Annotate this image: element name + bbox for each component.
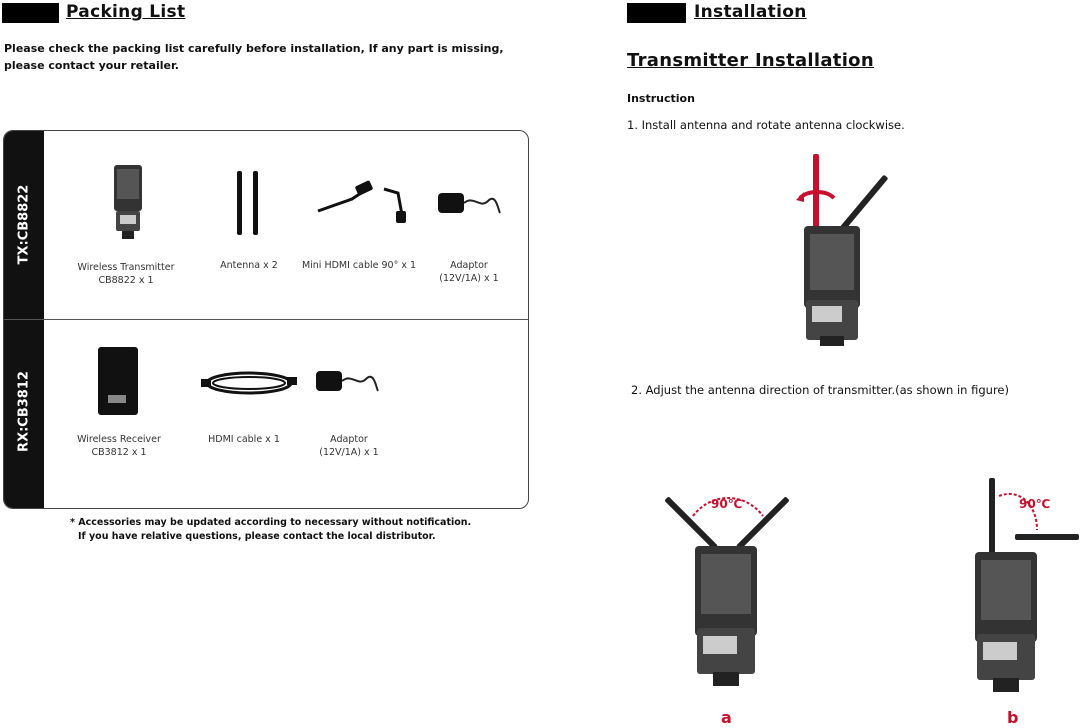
figure-b-label: b bbox=[1007, 708, 1019, 727]
tx-item-1-caption: Wireless Transmitter CB8822 x 1 bbox=[77, 262, 175, 286]
rx-side-block bbox=[4, 320, 44, 508]
packing-intro: Please check the packing list carefully before installation, If any part is missing, please contact your retailer. bbox=[4, 42, 504, 72]
packing-list-title: Packing List bbox=[66, 2, 186, 22]
accessories-note-line1: * Accessories may be updated according to necessary without notification. bbox=[70, 517, 472, 528]
header-bar-right bbox=[627, 3, 686, 23]
instruction-heading: Instruction bbox=[627, 92, 695, 105]
antenna-image bbox=[229, 169, 269, 239]
rx-side-label: RX:CB3812 bbox=[16, 371, 32, 452]
tx-item-4-caption: Adaptor (12V/1A) x 1 bbox=[439, 260, 499, 284]
figure-a-transmitter bbox=[663, 488, 793, 698]
receiver-image bbox=[94, 343, 144, 419]
step-1-text: 1. Install antenna and rotate antenna clockwise. bbox=[627, 118, 905, 132]
tx-item-3-caption: Mini HDMI cable 90° x 1 bbox=[301, 260, 417, 271]
header-bar-left bbox=[2, 3, 59, 23]
step-2-text: 2. Adjust the antenna direction of transmitter.(as shown in figure) bbox=[631, 383, 1009, 397]
transmitter-installation-subtitle: Transmitter Installation bbox=[627, 50, 874, 71]
panel-divider bbox=[4, 319, 528, 320]
installation-title: Installation bbox=[694, 2, 807, 22]
transmitter-image bbox=[104, 161, 152, 241]
rx-item-2-caption: HDMI cable x 1 bbox=[208, 434, 280, 445]
tx-item-2-caption: Antenna x 2 bbox=[220, 260, 278, 271]
tx-side-label: TX:CB8822 bbox=[16, 184, 32, 265]
figure-a-label: a bbox=[721, 708, 732, 727]
tx-side-block bbox=[4, 131, 44, 319]
step1-transmitter-figure bbox=[780, 150, 900, 350]
angle-label-a: 90℃ bbox=[711, 497, 743, 511]
adaptor-image-tx bbox=[434, 183, 504, 223]
rx-item-1-caption: Wireless Receiver CB3812 x 1 bbox=[77, 434, 161, 458]
adaptor-image-rx bbox=[312, 363, 382, 403]
rx-item-3-caption: Adaptor (12V/1A) x 1 bbox=[319, 434, 379, 458]
accessories-note bbox=[70, 516, 510, 544]
packing-panel bbox=[3, 130, 529, 509]
hdmi-cable-image bbox=[199, 363, 299, 403]
angle-label-b: 90℃ bbox=[1019, 497, 1051, 511]
accessories-note-line2: If you have relative questions, please contact the local distributor. bbox=[78, 531, 436, 542]
mini-hdmi-cable-image bbox=[312, 175, 422, 225]
